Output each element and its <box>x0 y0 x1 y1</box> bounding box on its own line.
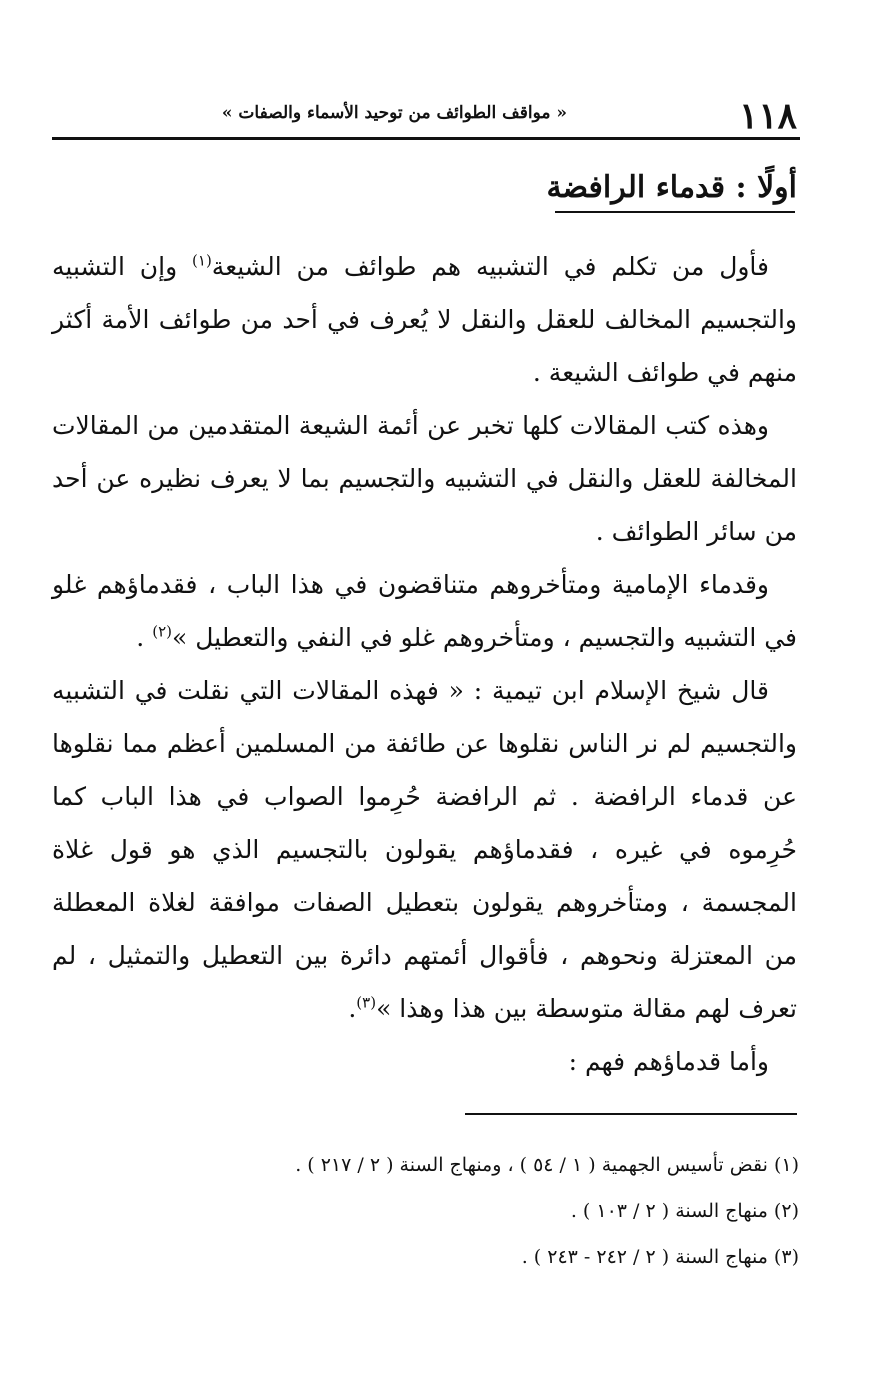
body-text <box>52 240 797 1088</box>
paragraph-4-end: . <box>348 994 357 1023</box>
running-title: « مواقف الطوائف من توحيد الأسماء والصفات » <box>221 103 567 123</box>
footnote-1: (١) نقض تأسيس الجهمية ( ١ / ٥٤ ) ، ومنهاج السنة ( ٢ / ٢١٧ ) . <box>295 1154 799 1176</box>
section-heading: أولًا : قدماء الرافضة <box>546 170 797 205</box>
footnotes <box>99 1142 799 1280</box>
paragraph-2: وهذه كتب المقالات كلها تخبر عن أئمة الشيعة المتقدمين من المقالات المخالفة للعقل والنقل في التشبيه والتجسيم بما لا يعرف نظيره عن أحد من سائر الطوائف . <box>52 411 797 546</box>
paragraph-5: وأما قدماؤهم فهم : <box>568 1047 769 1076</box>
paragraph-3-end: . <box>136 623 153 652</box>
footnote-ref-2: (٢) <box>152 622 172 641</box>
page-number: ١١٨ <box>738 95 797 137</box>
paragraph-4-text: قال شيخ الإسلام ابن تيمية : « فهذه المقالات التي نقلت في التشبيه والتجسيم لم نر الناس نقلوها عن طائفة من المسلمين أعظم مما نقلوها عن قدماء الرافضة . ثم الرافضة حُرِموا الصواب في هذا الباب كما حُرِموه في غيره ، فقدماؤهم يقولون بالتجسيم الذي هو قول غلاة المجسمة ، ومتأخروهم يقولون بتعطيل الصفات موافقة لغلاة المعطلة من المعتزلة ونحوهم ، فأقوال أئمتهم دائرة بين التعطيل والتمثيل ، لم تعرف لهم مقالة متوسطة بين هذا وهذا » <box>52 676 797 1023</box>
footnote-2: (٢) منهاج السنة ( ٢ / ١٠٣ ) . <box>570 1200 799 1222</box>
paragraph-3-text: وقدماء الإمامية ومتأخروهم متناقضون في هذا الباب ، فقدماؤهم غلو في التشبيه والتجسيم ، ومتأخروهم غلو في النفي والتعطيل » <box>52 570 797 652</box>
paragraph-1-text: فأول من تكلم في التشبيه هم طوائف من الشيعة <box>211 252 770 281</box>
paragraph-4-quote <box>52 664 797 1035</box>
footnote-ref-1: (١) <box>192 251 212 270</box>
footnote-3: (٣) منهاج السنة ( ٢ / ٢٤٢ - ٢٤٣ ) . <box>521 1246 799 1268</box>
footnote-ref-3: (٣) <box>356 993 377 1012</box>
paragraph-3 <box>52 558 797 664</box>
paragraph-1-rest: وإن التشبيه والتجسيم المخالف للعقل والنقل لا يُعرف في أحد من طوائف الأمة أكثر منهم في طوائف الشيعة . <box>52 252 797 387</box>
header-rule <box>52 137 800 140</box>
footnote-separator <box>465 1113 797 1115</box>
paragraph-1 <box>52 240 797 399</box>
section-heading-underline <box>555 211 795 213</box>
running-header <box>52 92 797 137</box>
